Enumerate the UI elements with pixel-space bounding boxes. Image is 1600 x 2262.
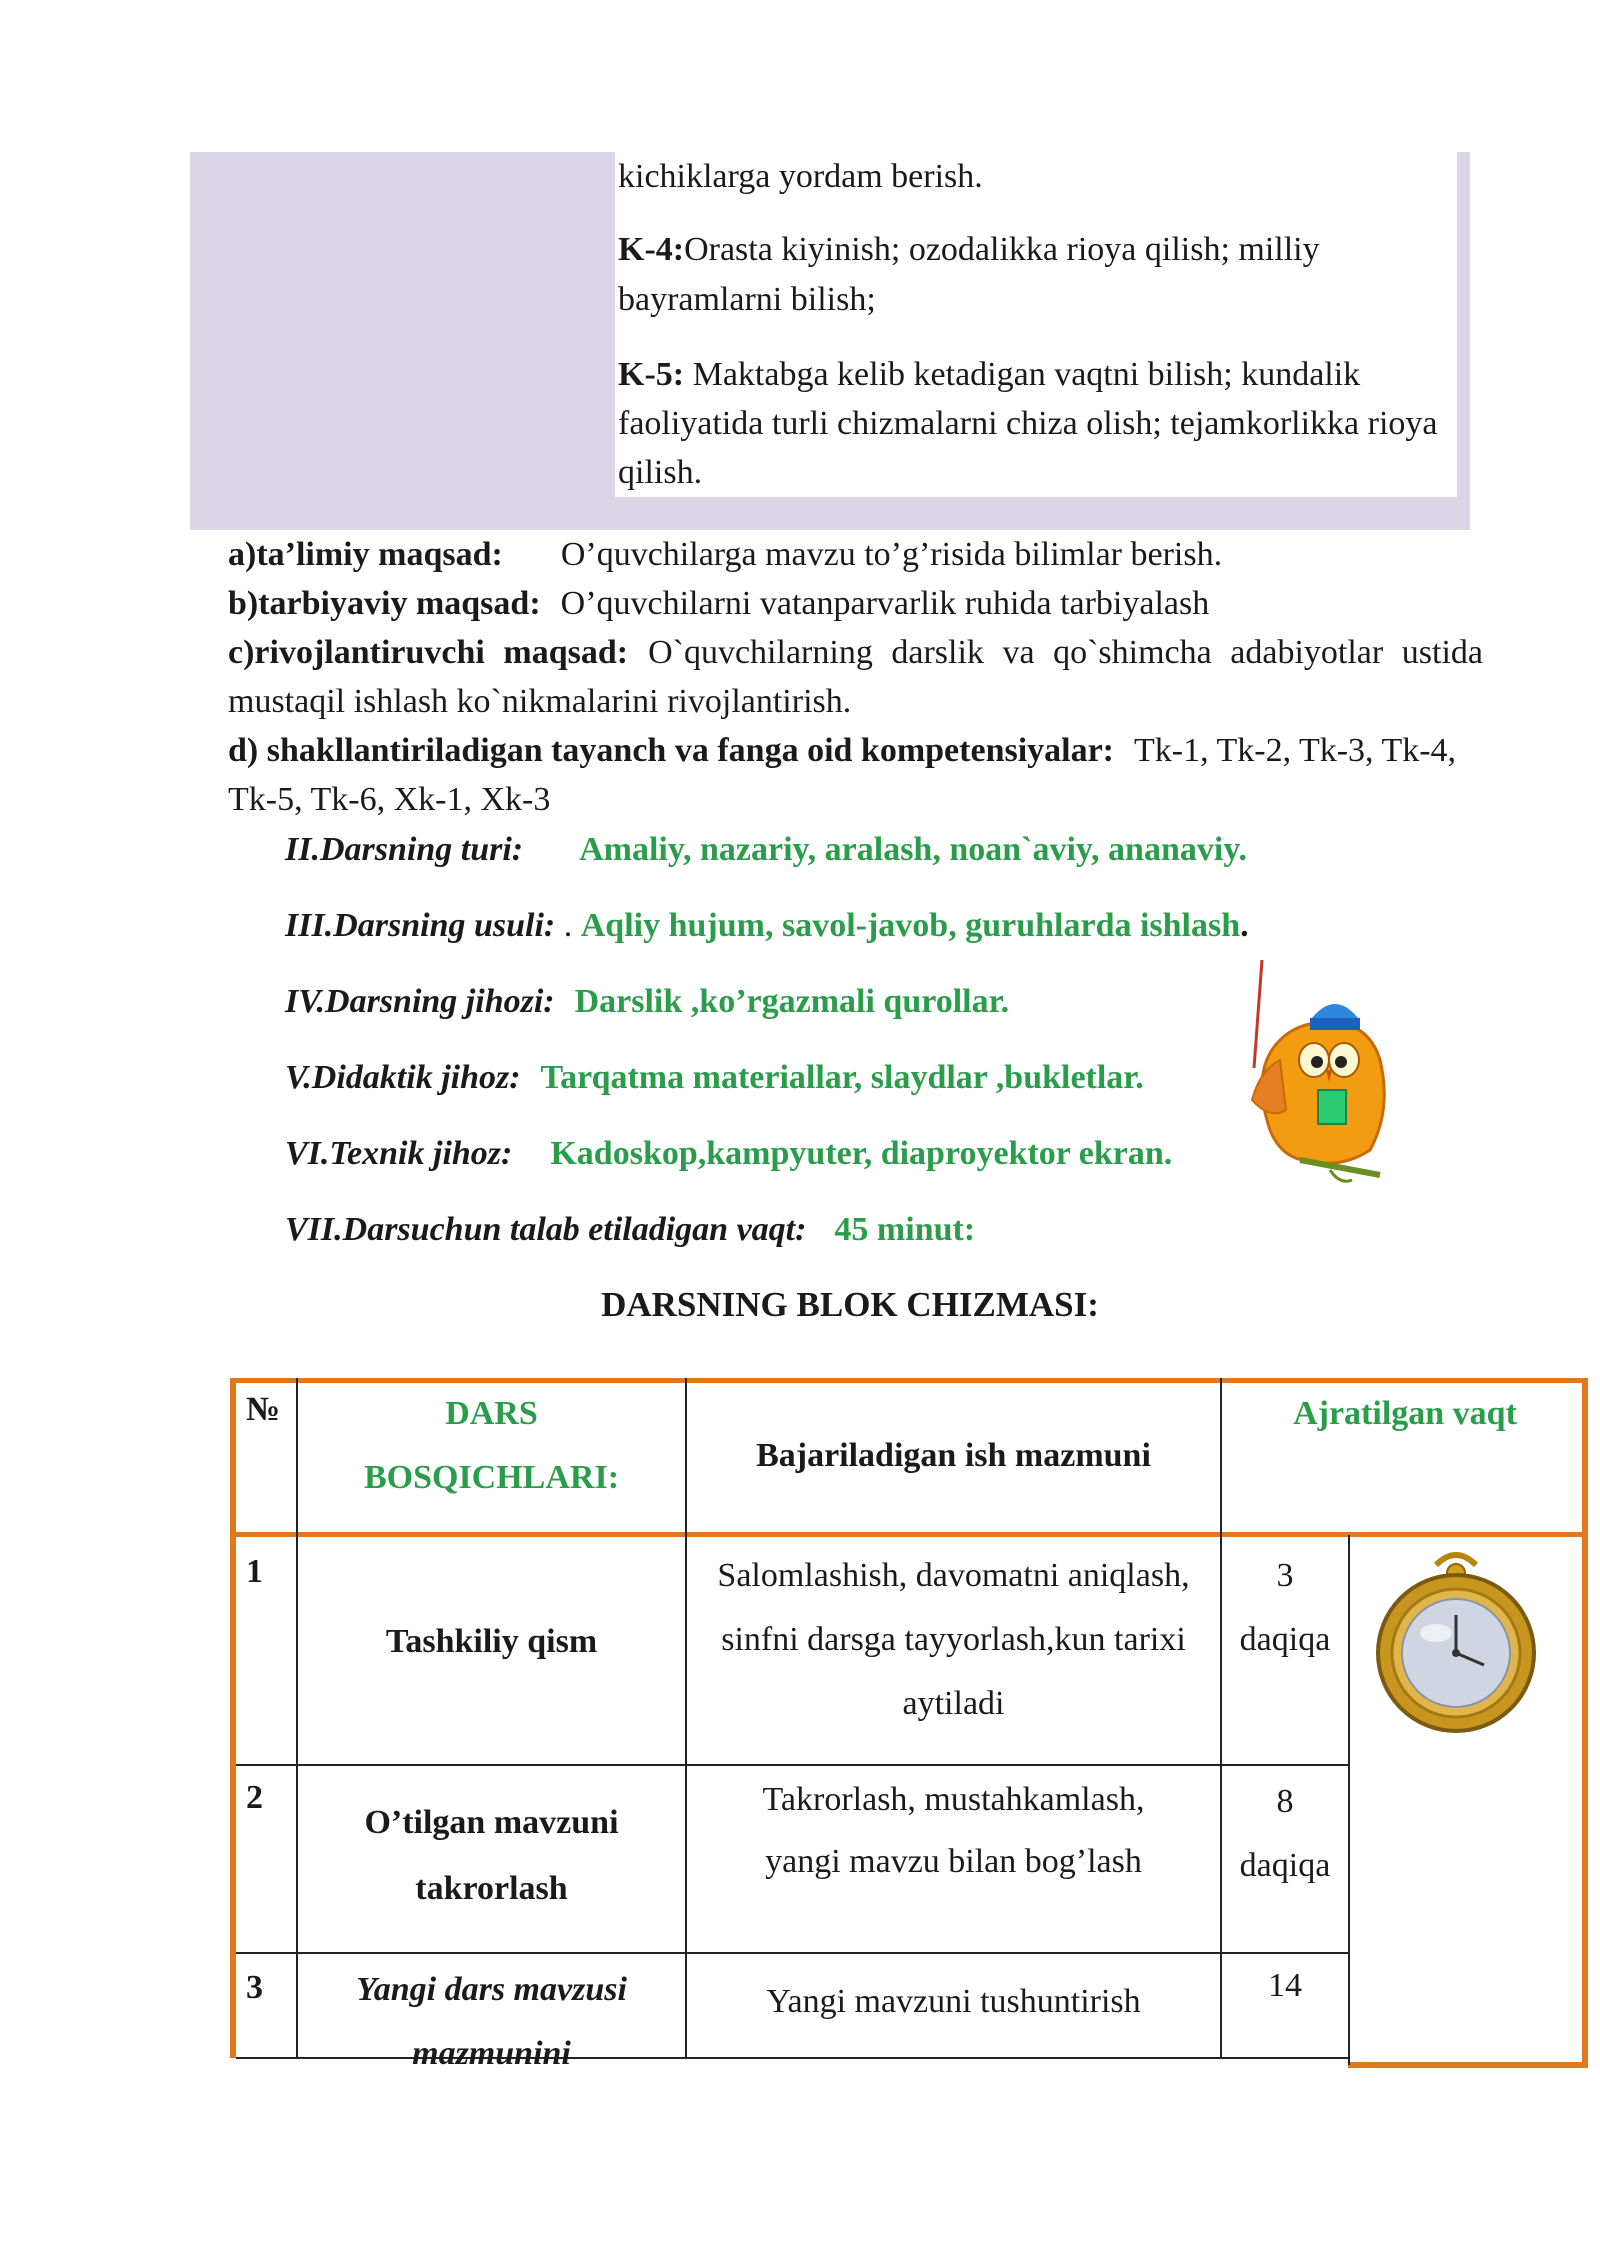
row-number: 1 (246, 1553, 263, 1590)
info-label: IV.Darsning jihozi: (285, 983, 555, 1020)
pocket-watch-illustration (1366, 1545, 1546, 1735)
info-row-time (285, 1202, 1385, 1278)
info-value: Tarqatma materiallar, slaydlar ,bukletlar. (540, 1059, 1144, 1096)
header-stage-line: BOSQICHLARI: (363, 1459, 620, 1496)
competency-k5 (615, 350, 1457, 498)
k4-label: K-4: (618, 231, 685, 269)
header-stage (298, 1382, 685, 1510)
info-tail: . (1240, 907, 1249, 944)
info-value: Aqliy hujum, savol-javob, guruhlarda ishlash (580, 907, 1241, 944)
frame-header-bottom (230, 1532, 1588, 1537)
col-line (1348, 1535, 1350, 2065)
lesson-info (285, 822, 1385, 1278)
competency-line (615, 152, 1457, 201)
row-content-line: sinfni darsga tayyorlash,kun tarixi (721, 1621, 1186, 1658)
k5-label: K-5: (618, 355, 685, 393)
row-line (236, 1764, 1350, 1766)
row-time: 14 (1268, 1967, 1302, 2004)
k4-text: Orasta kiyinish; ozodalikka rioya qilish; milliy bayramlarni bilish; (618, 231, 1320, 318)
info-value: 45 minut: (834, 1211, 976, 1248)
goal-c-label: c)rivojlantiruvchi maqsad: (228, 634, 629, 671)
info-value: Kadoskop,kampyuter, diaproyektor ekran. (550, 1135, 1173, 1172)
row-number: 3 (246, 1969, 263, 2006)
owl-teacher-illustration (1240, 960, 1410, 1190)
row-stage-line: Yangi dars mavzusi (356, 1971, 627, 2008)
info-label: VI.Texnik jihoz: (285, 1135, 513, 1172)
goal-b-label: b)tarbiyaviy maqsad: (228, 585, 541, 622)
header-content: Bajariladigan ish mazmuni (756, 1437, 1151, 1474)
row-content (687, 1544, 1220, 1736)
competency-k4 (615, 225, 1457, 324)
block-scheme-heading: DARSNING BLOK CHIZMASI: (601, 1285, 1099, 1324)
info-label: VII.Darsuchun talab etiladigan vaqt: (285, 1211, 807, 1248)
info-label: II.Darsning turi: (285, 831, 524, 868)
row-stage-line: takrorlash (415, 1870, 568, 1907)
info-label: V.Didaktik jihoz: (285, 1059, 521, 1096)
row-time (1222, 1544, 1348, 1672)
row-stage-line: mazmunini (412, 2035, 571, 2072)
frame-right (1582, 1378, 1588, 2068)
info-row-technical (285, 1126, 1385, 1202)
competency-cell (615, 152, 1457, 497)
row-stage (298, 1958, 685, 2086)
header-time: Ajratilgan vaqt (1293, 1395, 1517, 1432)
info-label: III.Darsning usuli: (285, 907, 556, 944)
goal-d-text: Tk-1, Tk-2, Tk-3, Tk-4, Tk-5, Tk-6, Xk-1, Xk-3 (228, 732, 1457, 818)
info-row-equipment (285, 974, 1385, 1050)
goal-c-text: O`quvchilarning darslik va qo`shimcha adabiyotlar ustida mustaqil ishlash ko`nikmalarini rivojlantirish. (228, 634, 1483, 720)
row-content: Yangi mavzuni tushuntirish (766, 1983, 1141, 2020)
frame-left (230, 1378, 236, 2058)
info-row-method (285, 898, 1385, 974)
frame-bottom-right (1348, 2062, 1588, 2068)
info-row-didactic (285, 1050, 1385, 1126)
row-time (1222, 1770, 1348, 1898)
row-stage (298, 1790, 685, 1922)
competency-text: kichiklarga yordam berish. (618, 158, 983, 195)
row-time-unit: daqiqa (1239, 1621, 1331, 1658)
info-value: Darslik ,ko’rgazmali qurollar. (574, 983, 1010, 1020)
goal-a-label: a)ta’limiy maqsad: (228, 536, 503, 573)
row-line (236, 1952, 1350, 1954)
goal-a (228, 530, 1483, 579)
row-content-line: yangi mavzu bilan bog’lash (765, 1843, 1142, 1880)
goal-a-text: O’quvchilarga mavzu to’g’risida bilimlar berish. (560, 536, 1223, 573)
header-stage-line: DARS (445, 1395, 538, 1432)
row-content-line: Takrorlash, mustahkamlash, (762, 1781, 1145, 1818)
row-stage: Tashkiliy qism (385, 1623, 598, 1660)
row-time-unit: daqiqa (1239, 1847, 1331, 1884)
goal-b-text: O’quvchilarni vatanparvarlik ruhida tarbiyalash (560, 585, 1210, 622)
lesson-goals (228, 530, 1483, 824)
previous-table-row (190, 152, 1470, 530)
goal-d-label: d) shakllantiriladigan tayanch va fanga oid kompetensiyalar: (228, 732, 1115, 769)
row-content-line: Salomlashish, davomatni aniqlash, (717, 1557, 1190, 1594)
header-number: № (246, 1391, 281, 1428)
row-content (687, 1770, 1220, 1926)
info-value: Amaliy, nazariy, aralash, noan`aviy, anаnaviy. (579, 831, 1247, 868)
info-row-type (285, 822, 1385, 898)
row-time-value: 3 (1276, 1557, 1294, 1594)
row-stage-line: O’tilgan mavzuni (364, 1804, 619, 1841)
k5-text: Maktabga kelib ketadigan vaqtni bilish; kundalik faoliyatida turli chizmalarni chiza olish; tejamkorlikka rioya qilish. (618, 355, 1438, 492)
goal-d (228, 726, 1483, 824)
row-number: 2 (246, 1779, 263, 1816)
row-time-value: 8 (1276, 1783, 1294, 1820)
info-sep: . (555, 907, 581, 944)
row-content-line: aytiladi (902, 1685, 1005, 1722)
goal-b (228, 579, 1483, 628)
goal-c (228, 628, 1483, 726)
